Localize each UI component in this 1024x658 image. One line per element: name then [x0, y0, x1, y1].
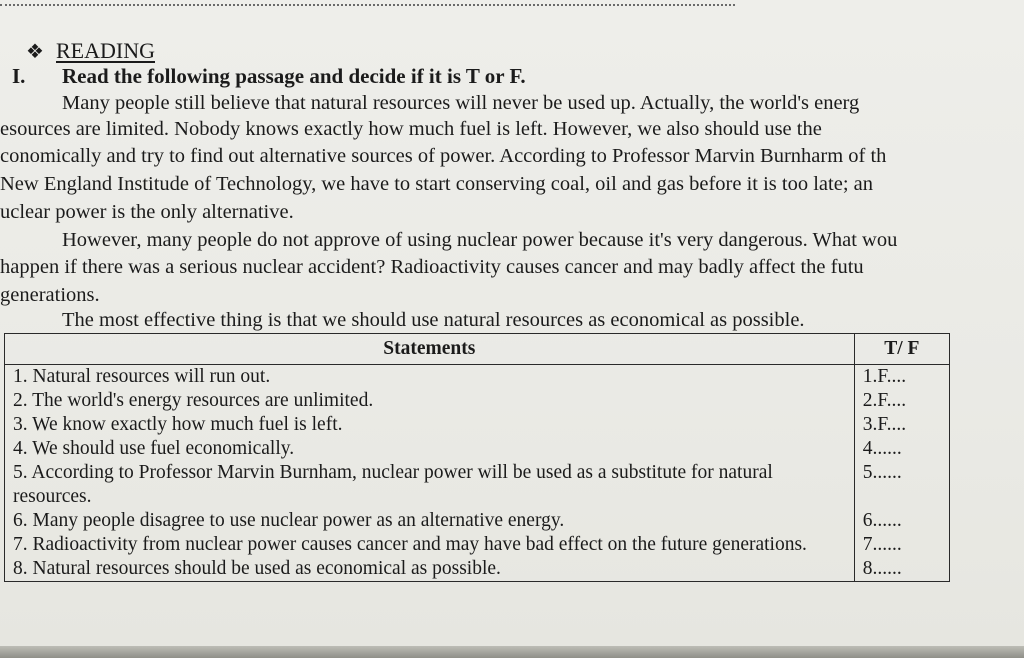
passage-line: New England Institude of Technology, we have to start conserving coal, oil and gas before it is too late; an	[0, 173, 873, 195]
answer-cell[interactable]: 8......	[854, 557, 949, 582]
answer-cell[interactable]: 4......	[854, 437, 949, 461]
answer-cell[interactable]: 2.F....	[854, 389, 949, 413]
table-header-row	[5, 334, 950, 365]
diamond-bullet-icon: ❖	[26, 41, 44, 63]
table-row	[5, 533, 950, 557]
passage-line: esources are limited. Nobody knows exactly how much fuel is left. However, we also should use the	[0, 118, 822, 140]
statement-cell: 4. We should use fuel economically.	[5, 437, 855, 461]
task-number: I.	[12, 64, 26, 88]
passage-line: Many people still believe that natural resources will never be used up. Actually, the world's energ	[62, 92, 860, 114]
statement-cell: 5. According to Professor Marvin Burnham, nuclear power will be used as a substitute for natural resources.	[5, 461, 855, 509]
statement-cell: 7. Radioactivity from nuclear power causes cancer and may have bad effect on the future generations.	[5, 533, 855, 557]
statements-table	[4, 333, 950, 582]
answer-cell[interactable]: 5......	[854, 461, 949, 509]
statement-cell: 2. The world's energy resources are unlimited.	[5, 389, 855, 413]
statement-cell: 3. We know exactly how much fuel is left.	[5, 413, 855, 437]
task-text: Read the following passage and decide if it is T or F.	[62, 64, 526, 88]
section-title: READING	[56, 38, 155, 63]
passage-line: generations.	[0, 284, 100, 306]
table-row	[5, 365, 950, 390]
passage-line: However, many people do not approve of using nuclear power because it's very dangerous. What wou	[62, 229, 898, 251]
answer-cell[interactable]: 6......	[854, 509, 949, 533]
table-row	[5, 413, 950, 437]
table-row	[5, 437, 950, 461]
table-row	[5, 389, 950, 413]
statement-cell: 8. Natural resources should be used as economical as possible.	[5, 557, 855, 582]
statement-cell: 6. Many people disagree to use nuclear power as an alternative energy.	[5, 509, 855, 533]
answer-cell[interactable]: 3.F....	[854, 413, 949, 437]
passage-line: conomically and try to find out alternative sources of power. According to Professor Marvin Burnharm of th	[0, 145, 887, 167]
passage-line: happen if there was a serious nuclear accident? Radioactivity causes cancer and may badly affect the futu	[0, 256, 864, 278]
table-row	[5, 509, 950, 533]
answer-cell[interactable]: 1.F....	[854, 365, 949, 390]
page-bottom-edge	[0, 646, 1024, 658]
column-header-statements: Statements	[5, 334, 855, 365]
passage-line: uclear power is the only alternative.	[0, 201, 294, 223]
answer-cell[interactable]: 7......	[854, 533, 949, 557]
table-row	[5, 461, 950, 509]
passage-line: The most effective thing is that we should use natural resources as economical as possible.	[62, 309, 805, 331]
column-header-tf: T/ F	[854, 334, 949, 365]
statement-cell: 1. Natural resources will run out.	[5, 365, 855, 390]
table-row	[5, 557, 950, 582]
